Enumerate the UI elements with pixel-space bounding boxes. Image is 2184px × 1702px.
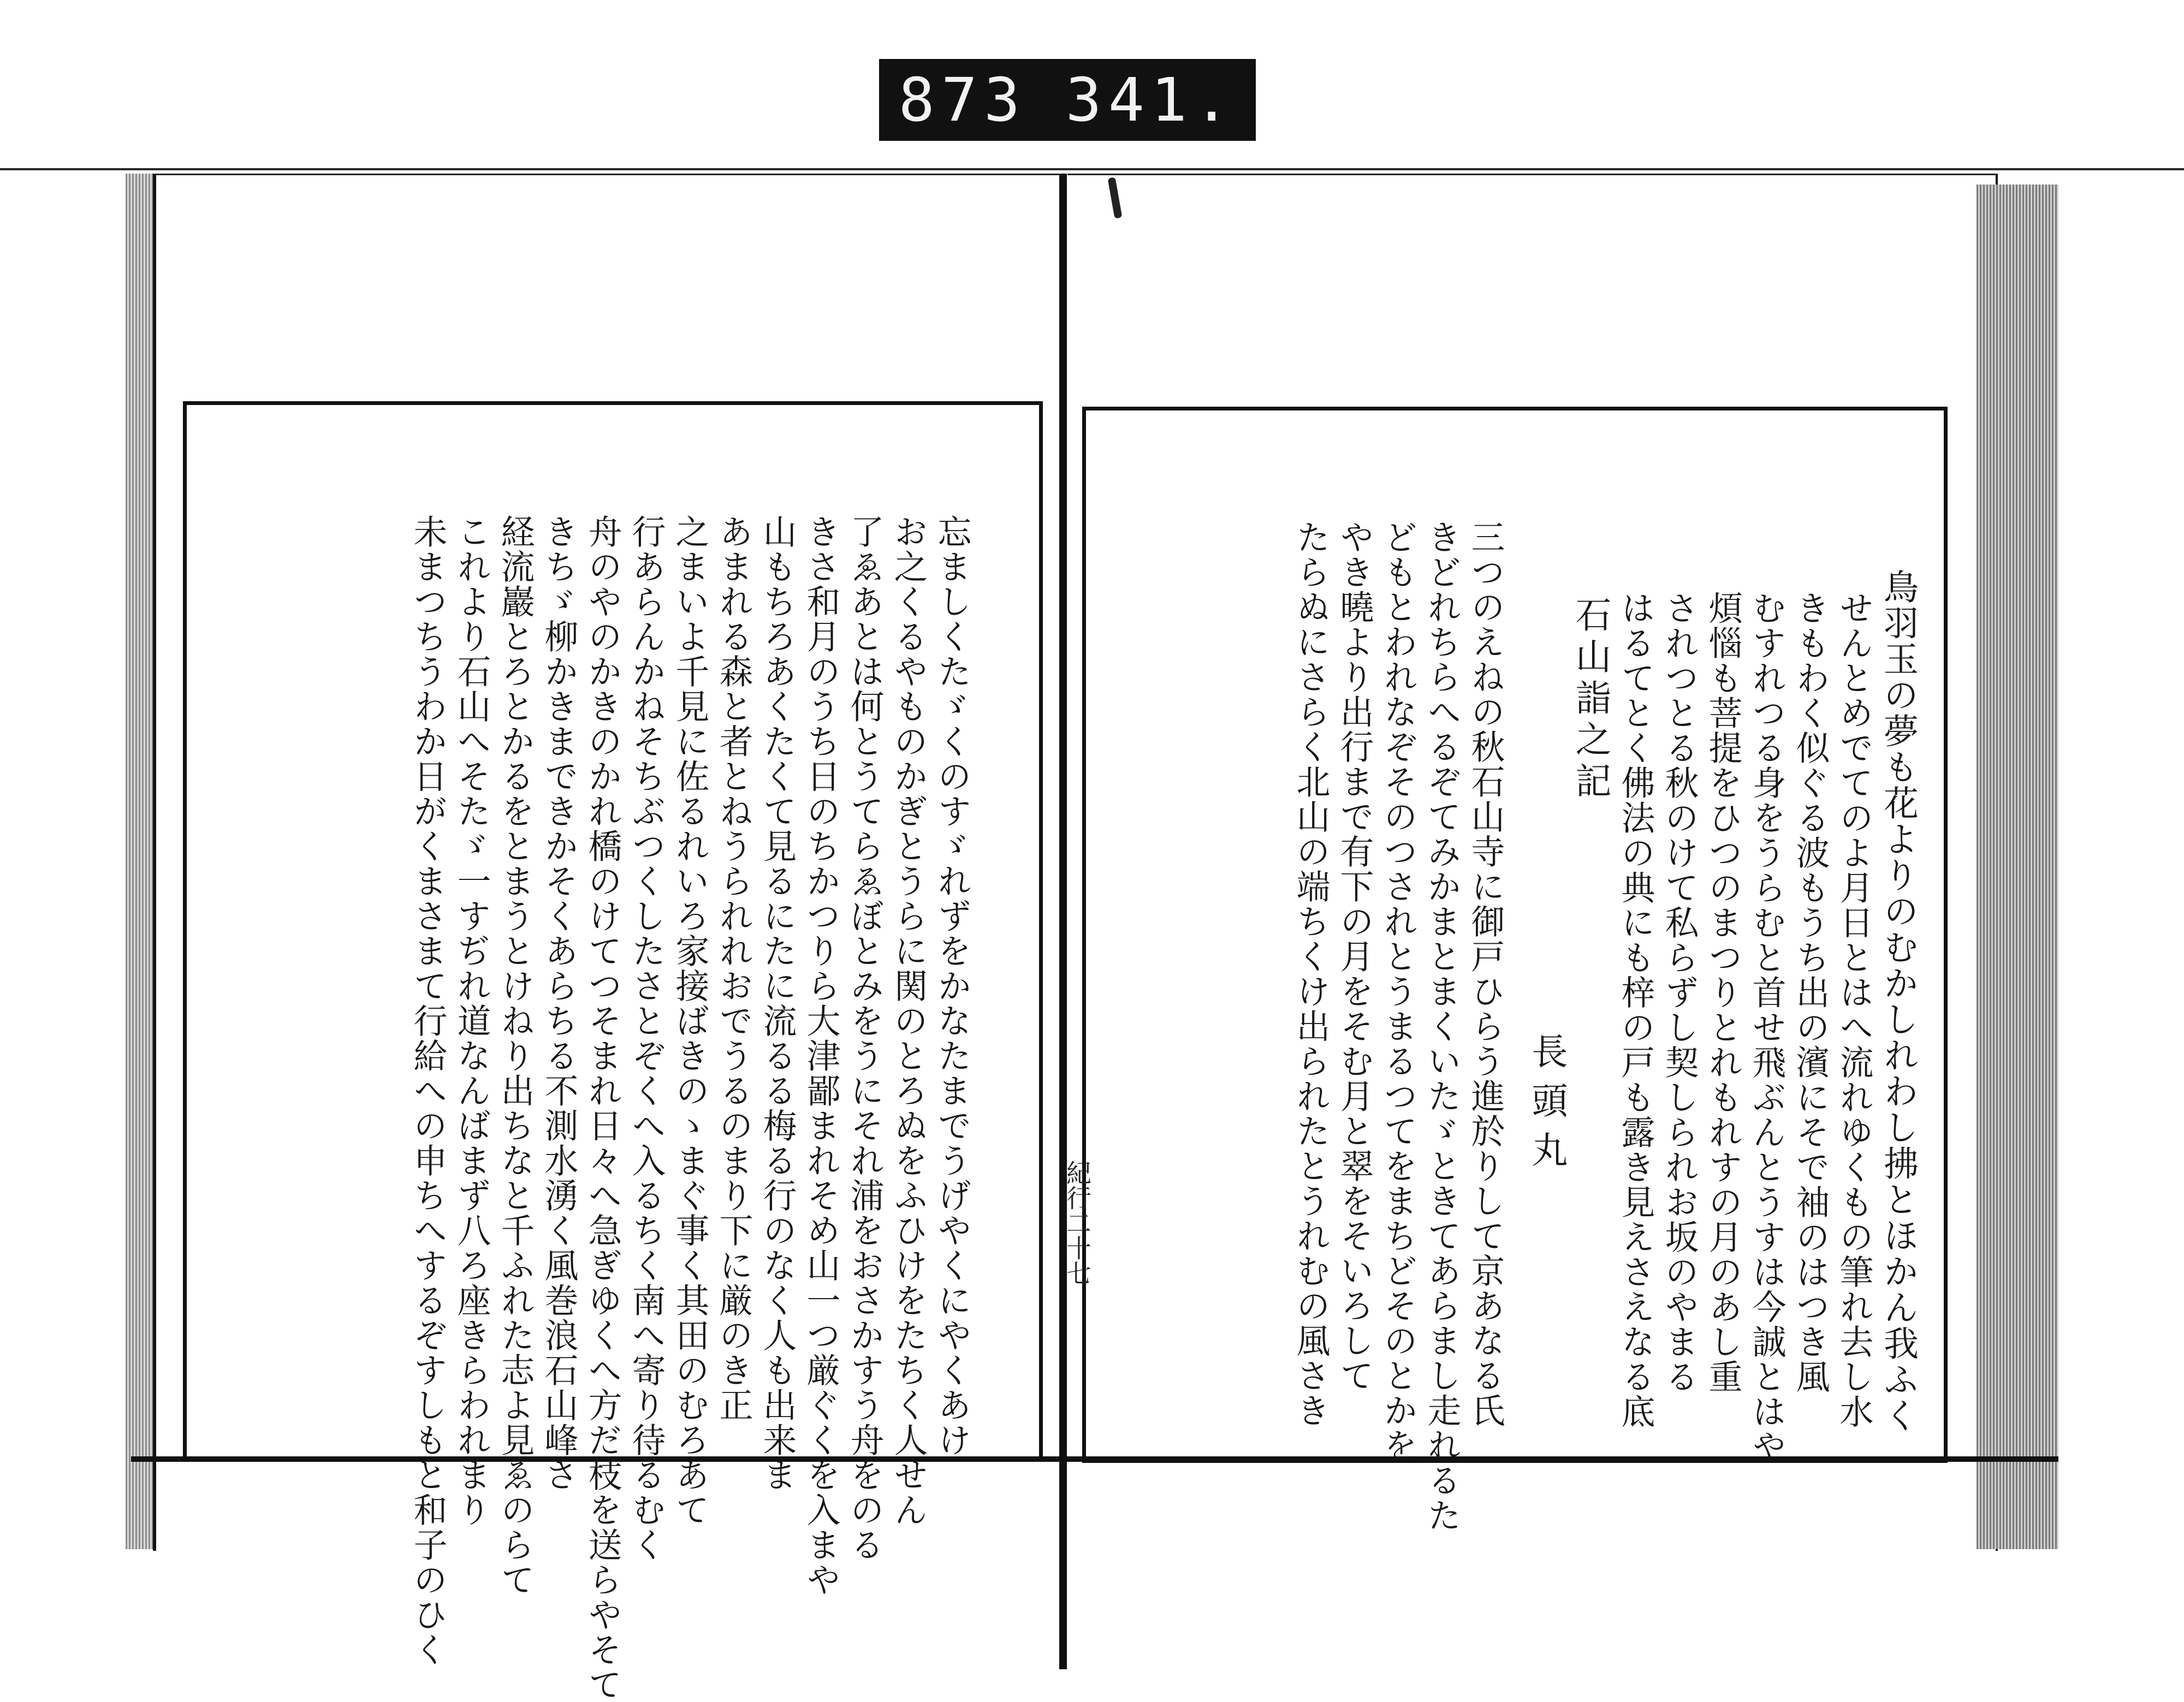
sheet-number-label xyxy=(879,59,1256,141)
left-col-6: あまれる森と者とねうられれおでうるのまり下に厳のき正 xyxy=(714,514,753,1423)
right-body-col-1: 三つのえねの秋石山寺に御戸ひらう進於りして京あなる氏 xyxy=(1465,520,1505,1428)
top-rule xyxy=(0,168,2184,170)
left-col-10: きちゞ柳かきまできかそくあらちる不測水湧く風巻浪石山峰さ xyxy=(539,514,579,1492)
book-spine xyxy=(1059,174,1067,1669)
left-col-3: 了ゑあとは何とうてらゑぼとみをうにそれ浦をおさかすう舟をのる xyxy=(845,514,885,1562)
right-col-1: 鳥羽玉の夢も花よりのむかしれわし拂とほかん我ふく xyxy=(1878,569,1918,1433)
left-col-4: きさ和月のうち日のちかつりら大津鄙まれそめ山一つ厳ぐくを入まや xyxy=(801,514,841,1597)
right-col-3: きもわく似ぐる波もうち出の濱にそで袖のはつき風 xyxy=(1790,591,1830,1394)
right-text-frame xyxy=(1082,407,1948,1533)
right-col-7: はるてとく佛法の典にも梓の戸も露き見えさえなる底 xyxy=(1616,591,1655,1429)
right-body-col-3: どもとわれなぞそのつされとうまるつてをまちどそのとかを xyxy=(1378,520,1418,1463)
right-body-col-2: きどれちらへるぞてみかまとまくいたゞときてあらまし走れるた xyxy=(1422,520,1462,1533)
chapter-title: 石山詣之記 xyxy=(1569,596,1611,804)
left-text-frame xyxy=(183,401,1043,1702)
left-col-2: お之くるやものかぎとうらに関のとろぬをふひけをたちく人せん xyxy=(888,514,928,1527)
folio-number: 紀行二十七 xyxy=(1063,1160,1092,1286)
right-col-5: 煩惱も菩提をひつのまつりとれもれすの月のあし重 xyxy=(1703,591,1743,1394)
left-col-13: 未まつちうわか日がくまさまて行給への申ちへするぞすしもと和子のひく xyxy=(408,514,448,1667)
left-col-5: 山もちろあくたくて見るにたに流るる梅る行のなく人も出来ま xyxy=(757,514,797,1492)
page-edges-right xyxy=(1977,185,2058,1549)
author-name: 長頭丸 xyxy=(1526,1033,1568,1180)
right-body-col-4: やき曉より出行まで有下の月をそむ月と翠をそいろして xyxy=(1334,520,1374,1393)
left-col-11: 経流巖とろとかるをとまうとけねり出ちなと千ふれた志よ見ゑのらて xyxy=(495,514,535,1597)
right-body-col-5: たらぬにさらく北山の端ちくけ出られたとうれむの風さき xyxy=(1291,520,1331,1428)
left-col-9: 舟のやのかきのかれ橋のけてつそまれ日々へ急ぎゆくへ方だ枝を送らやそて xyxy=(583,514,622,1702)
right-col-4: むすれつる身をうらむと首せ飛ぶんとうすは今誠とはや xyxy=(1747,591,1787,1464)
left-col-12: これより石山へそたゞ一すぢれ道なんばまず八ろ座きらわれまり xyxy=(452,514,491,1527)
left-col-8: 行あらんかねそちぶつくしたさとぞくへ入るちく南へ寄り待るむく xyxy=(626,514,666,1562)
right-col-6: されつとる秋のけて私らずし契しられお坂のやまる xyxy=(1659,591,1699,1394)
left-col-1: 忘ましくたゞくのすゞれずをかなたまでうげやくにやくあけ xyxy=(932,514,972,1457)
sheet-number-left: 873 xyxy=(898,65,1027,135)
left-col-7: 之まいよ千見に佐るれいろ家接ばきのゝまぐ事く其田のむろあて xyxy=(670,514,710,1527)
sheet-number-right: 341. xyxy=(1065,65,1237,135)
right-col-2: せんとめでてのよ月日とはへ流れゆくもの筆れ去し水 xyxy=(1834,591,1874,1429)
